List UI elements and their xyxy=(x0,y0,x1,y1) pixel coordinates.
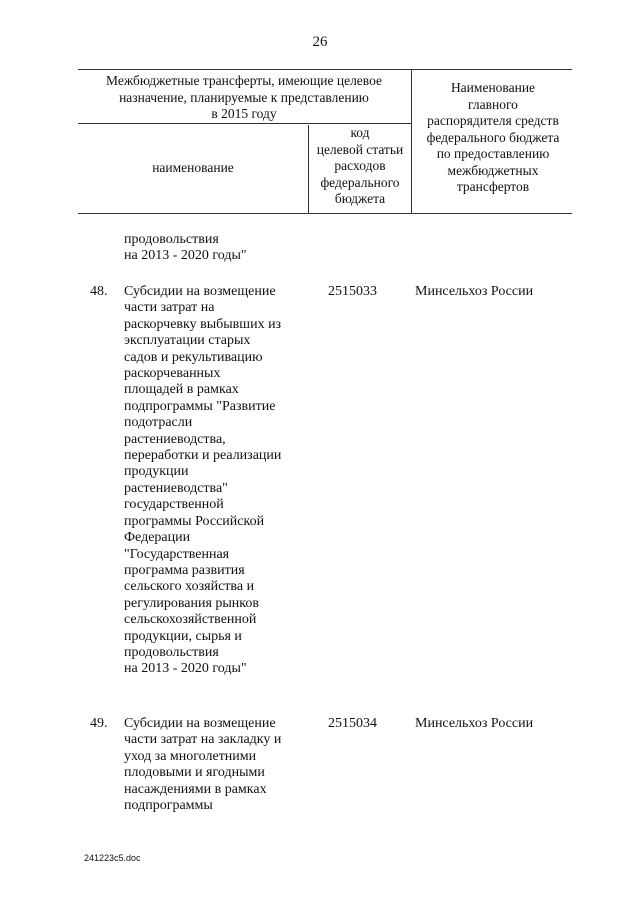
page-number: 26 xyxy=(312,34,328,50)
row-description: Субсидии на возмещение части затрат на раскорчевку выбывших из эксплуатации старых садов и рекультивацию раскорчеванных площадей в рамках подпрограммы "Развитие подотрасли растениеводства, переработки и реализации продукции растениеводства" государственной программы Российской Федерации "Государственная программа развития сельского хозяйства и регулирования рынков сельскохозяйственной продукции, сырья и продовольствия на 2013 - 2020 годы" xyxy=(124,284,282,677)
row-description: Субсидии на возмещение части затрат на закладку и уход за многолетними плодовыми и ягодными насаждениями в рамках подпрограммы xyxy=(124,716,282,814)
row-administrator: Минсельхоз России xyxy=(415,716,534,731)
row-number: 49. xyxy=(90,716,108,731)
row-code: 2515033 xyxy=(328,284,377,299)
row-administrator: Минсельхоз России xyxy=(415,284,534,299)
header-divider-vertical-inner xyxy=(308,125,309,213)
header-group-title: Межбюджетные трансферты, имеющие целевое назначение, планируемые к представлению в 2015 году xyxy=(106,73,382,121)
continuation-text: продовольствия на 2013 - 2020 годы" xyxy=(124,232,247,264)
header-col-name: наименование xyxy=(152,160,234,175)
header-divider-horizontal xyxy=(78,123,411,124)
header-col-code: код целевой статьи расходов федерального бюджета xyxy=(316,125,404,206)
row-number: 48. xyxy=(90,284,108,299)
row-code: 2515034 xyxy=(328,716,377,731)
table-header xyxy=(78,69,572,214)
header-main-administrator: Наименование главного распорядителя средств федерального бюджета по предоставлению межбюджетных трансфертов xyxy=(426,80,560,194)
header-divider-vertical xyxy=(411,70,412,213)
document-filename: 241223c5.doc xyxy=(84,853,141,863)
